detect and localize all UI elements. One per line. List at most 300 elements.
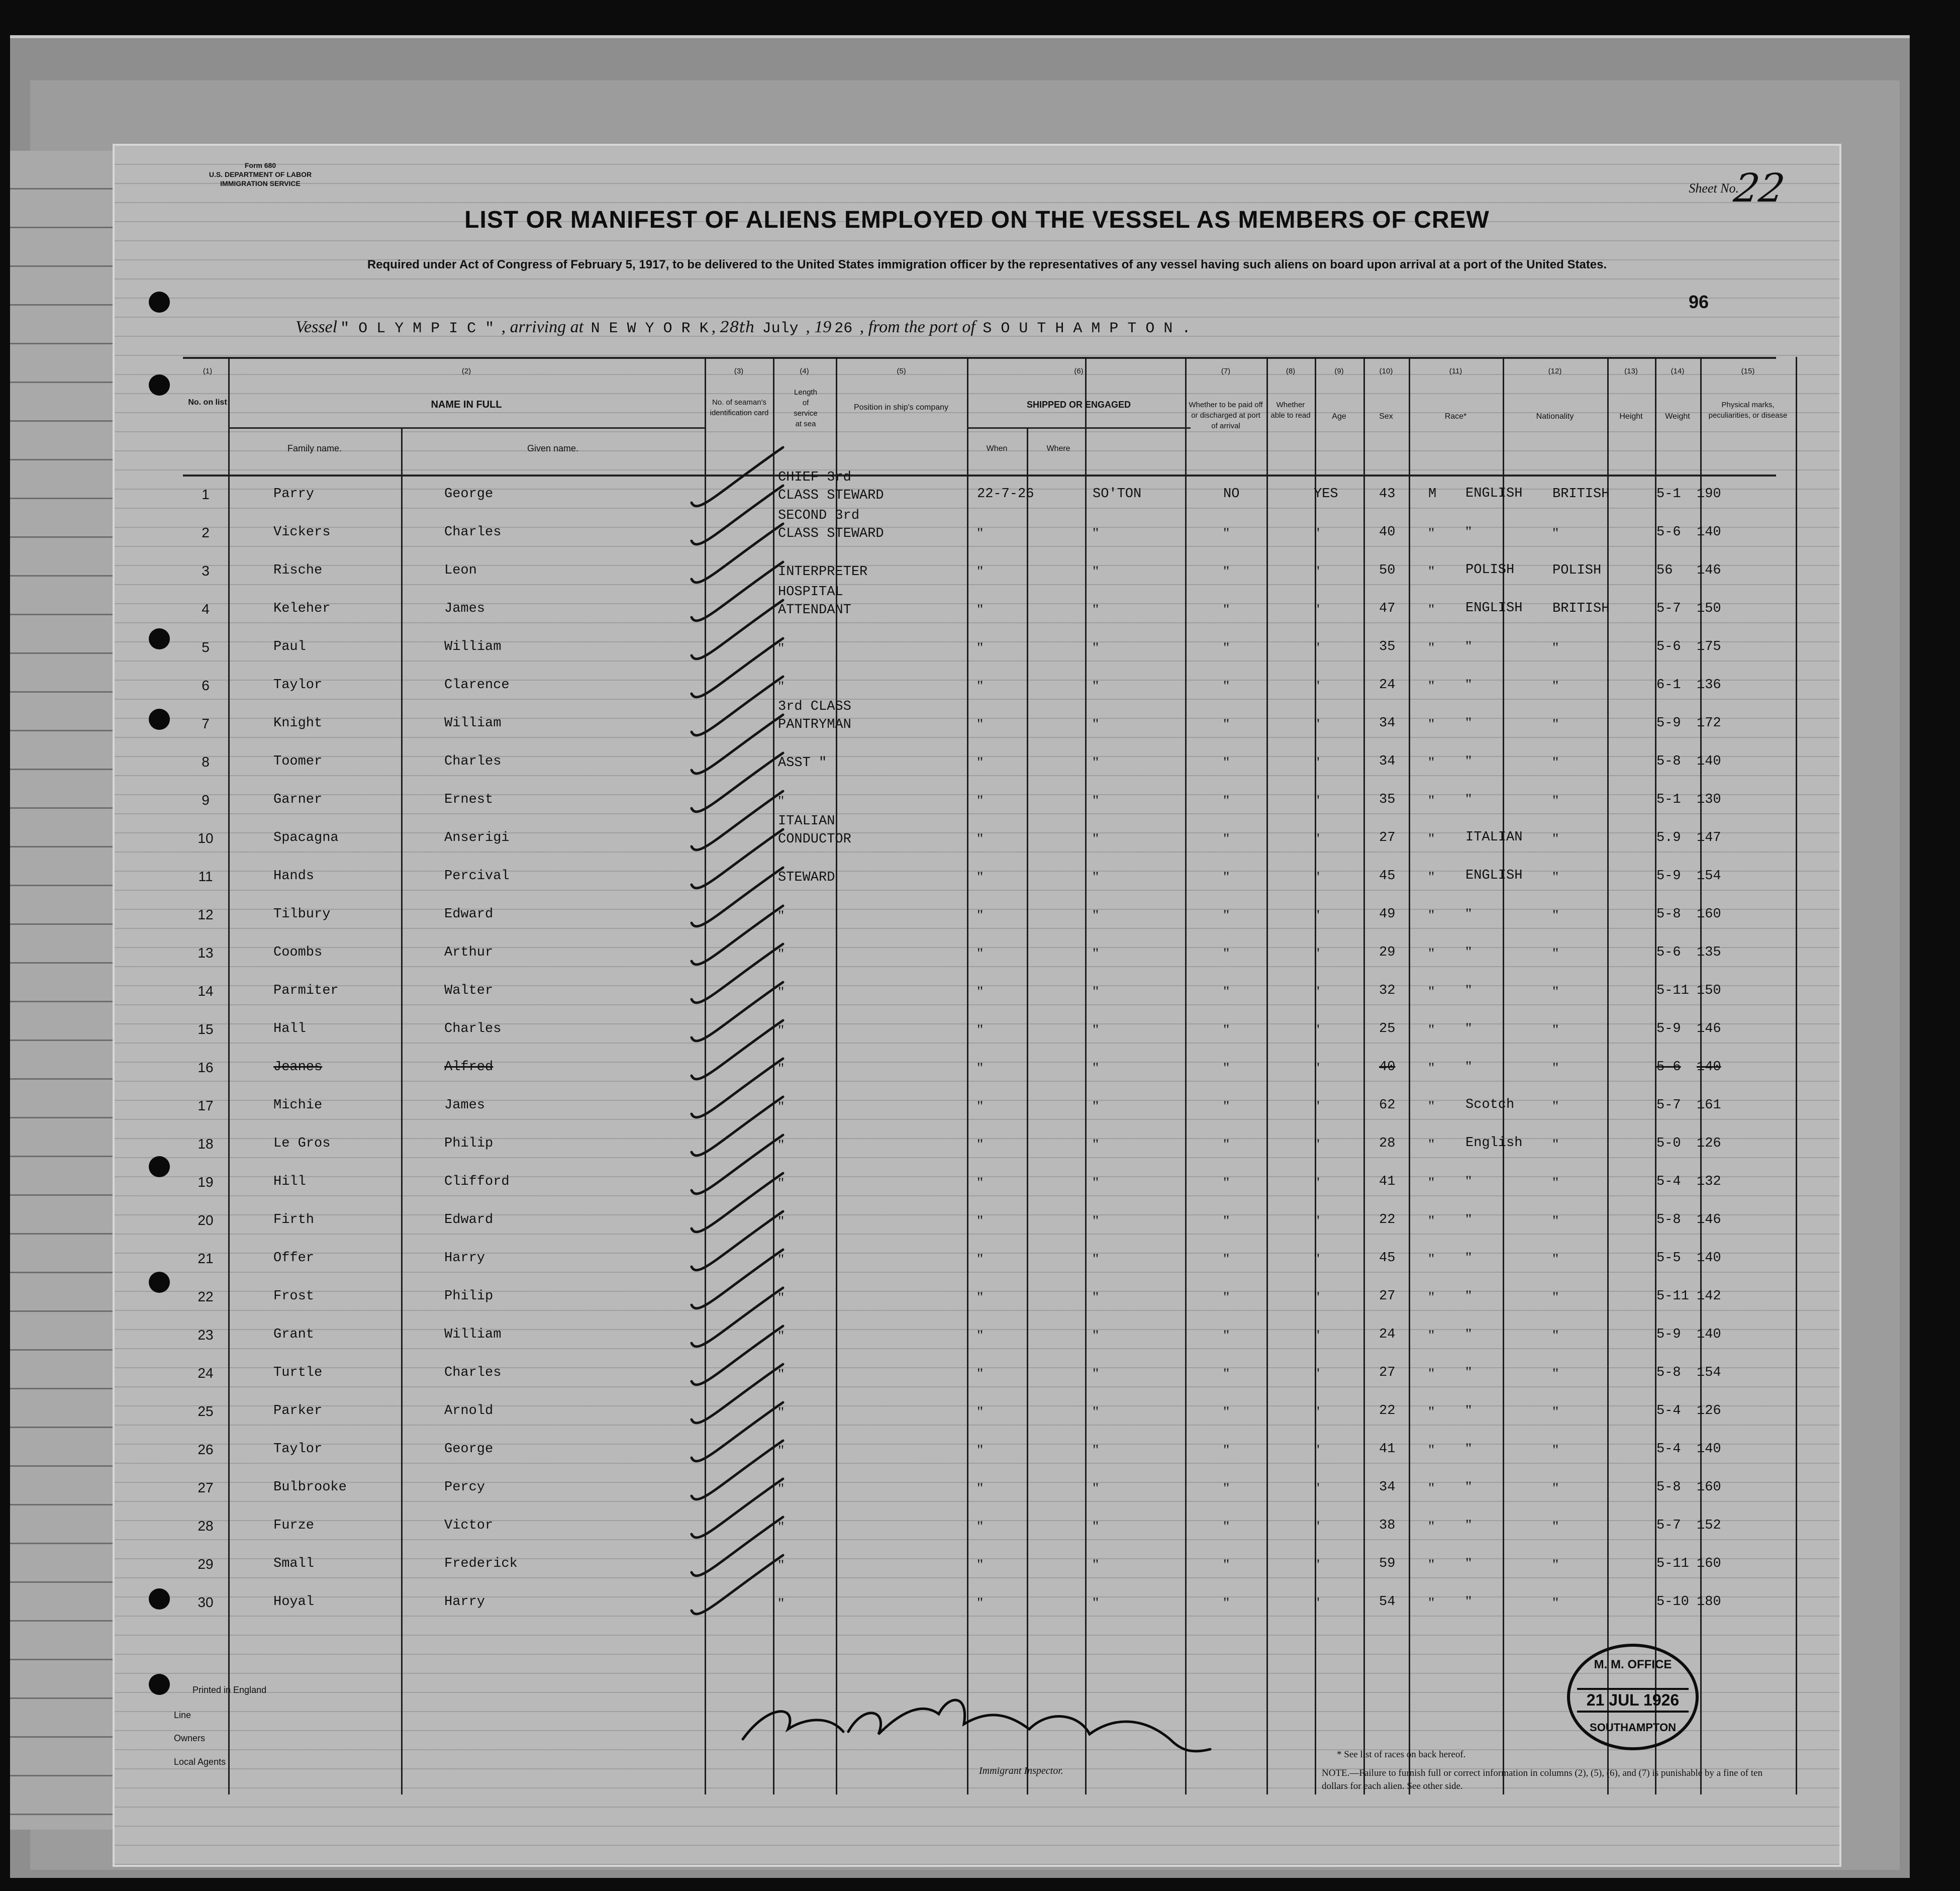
arrival-year: 26 <box>834 320 853 337</box>
family-name-cell: Parmiter <box>273 983 339 998</box>
row-number-cell: 30 <box>198 1594 214 1610</box>
row-number-cell: 10 <box>198 830 214 846</box>
column-header-given-name: Given name. <box>527 443 579 453</box>
race-cell: " <box>1465 638 1472 654</box>
shipped-when-cell: " <box>977 1174 984 1191</box>
weight-cell: 190 <box>1697 487 1721 502</box>
position-cell: " <box>778 907 785 924</box>
given-name-cell: Anserigi <box>444 830 510 845</box>
sex-cell: " <box>1428 563 1435 580</box>
weight-cell: 140 <box>1697 1442 1721 1457</box>
position-cell: " <box>778 945 785 962</box>
shipped-where-cell: " <box>1093 945 1099 962</box>
nationality-cell: " <box>1552 678 1559 694</box>
column-number: (13) <box>1624 367 1638 375</box>
punch-hole <box>149 709 170 730</box>
position-cell: " <box>778 1213 785 1230</box>
position-cell: ITALIAN CONDUCTOR <box>778 814 851 847</box>
shipped-when-cell: " <box>977 1060 984 1076</box>
shipped-when-cell: " <box>977 1518 984 1535</box>
office-date-stamp <box>1567 1644 1699 1750</box>
given-name-cell: Percy <box>444 1480 485 1495</box>
sex-cell: M <box>1428 487 1437 502</box>
column-header-age: Age <box>1332 412 1346 421</box>
manifest-sheet <box>115 146 1839 1865</box>
shipped-where-cell: " <box>1093 1136 1099 1153</box>
shipped-when-cell: " <box>977 1098 984 1114</box>
sex-cell: " <box>1428 1403 1435 1420</box>
shipped-subheader-rule <box>967 427 1191 429</box>
weight-cell: 152 <box>1697 1518 1721 1533</box>
table-row <box>183 554 1776 592</box>
column-number: (14) <box>1671 367 1685 375</box>
vessel-label: Vessel <box>296 318 338 336</box>
family-name-cell: Furze <box>273 1518 315 1533</box>
paid-off-cell: " <box>1223 716 1230 732</box>
table-row <box>183 936 1776 974</box>
given-name-cell: Ernest <box>444 792 494 807</box>
punch-hole <box>149 1674 170 1695</box>
age-cell: 50 <box>1379 563 1396 578</box>
position-cell: INTERPRETER <box>778 564 868 580</box>
stamp-location: SOUTHAMPTON <box>1590 1721 1676 1734</box>
able-to-read-cell: " <box>1314 1060 1320 1076</box>
table-row <box>183 699 1776 745</box>
race-cell: ITALIAN <box>1465 830 1523 845</box>
age-cell: 40 <box>1379 1060 1396 1075</box>
table-row <box>183 1165 1776 1203</box>
page-subtitle: Required under Act of Congress of February 5, 1917, to be delivered to the United States immigration officer by the representatives of any vessel having such aliens on board upon arrival at a port of the United States. <box>367 258 1607 271</box>
family-name-cell: Knight <box>273 716 323 731</box>
weight-cell: 147 <box>1697 830 1721 845</box>
age-cell: 45 <box>1379 1251 1396 1266</box>
weight-cell: 140 <box>1697 1327 1721 1342</box>
weight-cell: 150 <box>1697 983 1721 998</box>
column-header-position: Position in ship's company <box>853 403 949 412</box>
line-label: Line <box>174 1710 191 1720</box>
row-number-cell: 3 <box>202 563 210 579</box>
column-number: (5) <box>897 367 906 375</box>
given-name-cell: James <box>444 601 485 616</box>
shipped-where-cell: " <box>1093 1174 1099 1191</box>
table-row <box>183 1203 1776 1242</box>
printed-in-label: Printed in England <box>192 1685 267 1695</box>
race-cell: " <box>1465 1326 1472 1342</box>
family-name-cell: Parker <box>273 1403 323 1419</box>
row-number-cell: 16 <box>198 1060 214 1075</box>
table-row <box>183 669 1776 707</box>
row-number-cell: 13 <box>198 945 214 961</box>
position-cell: " <box>778 1595 785 1612</box>
table-row <box>183 814 1776 860</box>
sex-cell: " <box>1428 792 1435 809</box>
column-header-when: When <box>986 444 1008 453</box>
shipped-where-cell: " <box>1093 1327 1099 1344</box>
given-name-cell: Clarence <box>444 678 510 693</box>
able-to-read-cell: " <box>1314 945 1320 962</box>
row-number-cell: 17 <box>198 1098 214 1113</box>
shipped-where-cell: " <box>1093 1289 1099 1305</box>
nationality-cell: " <box>1552 1365 1559 1382</box>
sex-cell: " <box>1428 1289 1435 1305</box>
able-to-read-cell: " <box>1314 830 1320 847</box>
paid-off-cell: " <box>1223 1021 1230 1038</box>
row-number-cell: 15 <box>198 1021 214 1037</box>
table-row <box>183 1509 1776 1547</box>
punch-hole <box>149 292 170 313</box>
weight-cell: 126 <box>1697 1136 1721 1151</box>
sex-cell: " <box>1428 716 1435 732</box>
position-cell: SECOND 3rd CLASS STEWARD <box>778 508 884 541</box>
family-name-cell: Taylor <box>273 678 323 693</box>
weight-cell: 175 <box>1697 639 1721 654</box>
nationality-cell: " <box>1552 869 1559 885</box>
given-name-cell: James <box>444 1098 485 1113</box>
position-cell: " <box>778 1137 785 1153</box>
row-number-cell: 25 <box>198 1403 214 1419</box>
given-name-cell: Walter <box>444 983 494 998</box>
position-cell: " <box>778 1289 785 1306</box>
age-cell: 45 <box>1379 869 1396 884</box>
race-cell: " <box>1465 1058 1472 1075</box>
height-cell: 5-7 <box>1656 1098 1681 1113</box>
sex-cell: " <box>1428 1174 1435 1191</box>
age-cell: 27 <box>1379 1289 1396 1304</box>
table-row <box>183 1585 1776 1624</box>
age-cell: 47 <box>1379 601 1396 616</box>
shipped-where-cell: " <box>1093 1518 1099 1535</box>
table-row <box>183 1242 1776 1280</box>
paid-off-cell: " <box>1223 525 1230 541</box>
able-to-read-cell: " <box>1314 639 1320 656</box>
family-name-cell: Hands <box>273 869 315 884</box>
family-name-cell: Offer <box>273 1251 315 1266</box>
column-number: (7) <box>1221 367 1231 375</box>
nationality-cell: " <box>1552 1556 1559 1573</box>
able-to-read-cell: " <box>1314 1365 1320 1382</box>
paid-off-cell: " <box>1223 1480 1230 1496</box>
table-row <box>183 860 1776 898</box>
height-cell: 5-11 <box>1656 983 1689 998</box>
race-cell: " <box>1465 1593 1472 1610</box>
height-cell: 5-11 <box>1656 1556 1689 1571</box>
age-cell: 34 <box>1379 754 1396 769</box>
shipped-where-cell: " <box>1093 830 1099 847</box>
paid-off-cell: " <box>1223 754 1230 771</box>
column-header-no: No. on list <box>188 398 227 407</box>
sex-cell: " <box>1428 639 1435 656</box>
column-number: (11) <box>1449 367 1462 375</box>
owners-label: Owners <box>174 1733 206 1743</box>
age-cell: 22 <box>1379 1212 1396 1227</box>
column-number: (8) <box>1286 367 1296 375</box>
shipped-where-cell: " <box>1093 1594 1099 1611</box>
position-cell: " <box>778 793 785 809</box>
height-cell: 5-8 <box>1656 754 1681 769</box>
able-to-read-cell: " <box>1314 1174 1320 1191</box>
able-to-read-cell: " <box>1314 525 1320 541</box>
shipped-when-cell: 22-7-26 <box>977 487 1034 502</box>
column-header-race: Race* <box>1444 412 1467 421</box>
given-name-cell: William <box>444 639 502 654</box>
shipped-when-cell: " <box>977 830 984 847</box>
race-footnote: * See list of races on back hereof. <box>1337 1749 1466 1760</box>
sex-cell: " <box>1428 1021 1435 1038</box>
race-cell: " <box>1465 1249 1472 1266</box>
family-name-cell: Firth <box>273 1212 315 1227</box>
age-cell: 59 <box>1379 1556 1396 1571</box>
height-cell: 5-4 <box>1656 1442 1681 1457</box>
punch-hole <box>149 1272 170 1293</box>
able-to-read-cell: " <box>1314 907 1320 923</box>
race-cell: " <box>1465 676 1472 693</box>
paid-off-cell: " <box>1223 1251 1230 1267</box>
paid-off-cell: " <box>1223 639 1230 656</box>
given-name-cell: Frederick <box>444 1556 518 1571</box>
position-cell: " <box>778 1366 785 1382</box>
nationality-cell: " <box>1552 1480 1559 1496</box>
height-cell: 5-6 <box>1656 639 1681 654</box>
table-row <box>183 898 1776 936</box>
given-name-cell: Harry <box>444 1251 485 1266</box>
family-name-cell: Keleher <box>273 601 331 616</box>
row-number-cell: 14 <box>198 983 214 999</box>
paid-off-cell: " <box>1223 1136 1230 1153</box>
able-to-read-cell: " <box>1314 1098 1320 1114</box>
nationality-cell: " <box>1552 830 1559 847</box>
given-name-cell: Arthur <box>444 945 494 960</box>
race-cell: " <box>1465 982 1472 998</box>
table-row <box>183 974 1776 1012</box>
row-number-cell: 1 <box>202 487 210 502</box>
age-cell: 35 <box>1379 792 1396 807</box>
nationality-cell: " <box>1552 1442 1559 1458</box>
given-name-cell: Charles <box>444 525 502 540</box>
sex-cell: " <box>1428 945 1435 962</box>
weight-cell: 154 <box>1697 869 1721 884</box>
age-cell: 34 <box>1379 1480 1396 1495</box>
given-name-cell: William <box>444 1327 502 1342</box>
family-name-cell: Parry <box>273 487 315 502</box>
given-name-cell: Philip <box>444 1289 494 1304</box>
shipped-where-cell: " <box>1093 907 1099 923</box>
table-row <box>183 470 1776 516</box>
family-name-cell: Turtle <box>273 1365 323 1380</box>
table-row <box>183 1280 1776 1318</box>
family-name-cell: Small <box>273 1556 315 1571</box>
race-cell: " <box>1465 1211 1472 1227</box>
local-agents-label: Local Agents <box>174 1757 226 1767</box>
column-number: (6) <box>1074 367 1084 375</box>
column-header-name: NAME IN FULL <box>431 399 502 410</box>
given-name-cell: George <box>444 1442 494 1457</box>
sex-cell: " <box>1428 983 1435 1000</box>
nationality-cell: " <box>1552 1212 1559 1229</box>
shipped-when-cell: " <box>977 945 984 962</box>
height-cell: 5-4 <box>1656 1403 1681 1419</box>
shipped-when-cell: " <box>977 1365 984 1382</box>
service-name: IMMIGRATION SERVICE <box>220 179 301 187</box>
able-to-read-cell: YES <box>1314 487 1338 502</box>
nationality-cell: " <box>1552 525 1559 541</box>
given-name-cell: Arnold <box>444 1403 494 1419</box>
given-name-cell: Percival <box>444 869 510 884</box>
position-cell: " <box>778 1060 785 1077</box>
race-cell: English <box>1465 1136 1523 1151</box>
family-name-cell: Hill <box>273 1174 306 1189</box>
weight-cell: 140 <box>1697 754 1721 769</box>
form-number: Form 680 <box>244 161 276 169</box>
column-header-paid-off: Whether to be paid off or discharged at port of arrival <box>1189 401 1263 430</box>
height-cell: 5-9 <box>1656 716 1681 731</box>
column-header-read: Whether able to read <box>1270 401 1311 420</box>
shipped-where-cell: " <box>1093 1556 1099 1573</box>
age-cell: 24 <box>1379 678 1396 693</box>
height-cell: 5-7 <box>1656 1518 1681 1533</box>
age-cell: 25 <box>1379 1021 1396 1036</box>
position-cell: 3rd CLASS PANTRYMAN <box>778 699 851 732</box>
able-to-read-cell: " <box>1314 1289 1320 1305</box>
race-cell: " <box>1465 1555 1472 1571</box>
column-number: (9) <box>1334 367 1344 375</box>
penalty-note: NOTE.—Failure to furnish full or correct information in columns (2), (5), (6), and (7) is punishable by a fine of ten dollars for each alien. See other side. <box>1322 1768 1762 1791</box>
row-number-cell: 12 <box>198 907 214 922</box>
shipped-when-cell: " <box>977 716 984 732</box>
paid-off-cell: " <box>1223 1556 1230 1573</box>
race-cell: " <box>1465 1173 1472 1189</box>
column-header-service-length: Length of service at sea <box>794 388 818 428</box>
sex-cell: " <box>1428 907 1435 923</box>
height-cell: 5-9 <box>1656 869 1681 884</box>
weight-cell: 126 <box>1697 1403 1721 1419</box>
given-name-cell: Charles <box>444 1365 502 1380</box>
race-cell: ENGLISH <box>1465 486 1523 501</box>
shipped-where-cell: " <box>1093 601 1099 618</box>
nationality-cell: " <box>1552 716 1559 732</box>
page-number: 96 <box>1688 292 1709 312</box>
column-header-height: Height <box>1619 412 1643 421</box>
family-name-cell: Toomer <box>273 754 323 769</box>
shipped-when-cell: " <box>977 1327 984 1344</box>
given-name-cell: Leon <box>444 563 477 578</box>
shipped-where-cell: SO'TON <box>1093 487 1142 502</box>
family-name-cell: Garner <box>273 792 323 807</box>
family-name-cell: Paul <box>273 639 306 654</box>
able-to-read-cell: " <box>1314 1403 1320 1420</box>
underlying-page-edge <box>10 151 116 1830</box>
given-name-cell: Charles <box>444 1021 502 1036</box>
arrival-month: July <box>762 320 799 337</box>
paid-off-cell: " <box>1223 1365 1230 1382</box>
paid-off-cell: " <box>1223 1403 1230 1420</box>
paid-off-cell: " <box>1223 1212 1230 1229</box>
arrival-port: N E W Y O R K <box>591 320 709 337</box>
column-header-weight: Weight <box>1665 412 1690 421</box>
given-name-cell: William <box>444 716 502 731</box>
table-row <box>183 783 1776 821</box>
nationality-cell: " <box>1552 1174 1559 1191</box>
shipped-where-cell: " <box>1093 1251 1099 1267</box>
weight-cell: 146 <box>1697 1212 1721 1227</box>
age-cell: 38 <box>1379 1518 1396 1533</box>
paid-off-cell: " <box>1223 1327 1230 1344</box>
height-cell: 5-6 <box>1656 945 1681 960</box>
race-cell: " <box>1465 1287 1472 1304</box>
nationality-cell: " <box>1552 754 1559 771</box>
shipped-when-cell: " <box>977 525 984 541</box>
height-cell: 5-5 <box>1656 1251 1681 1266</box>
nationality-cell: " <box>1552 1403 1559 1420</box>
shipped-where-cell: " <box>1093 1098 1099 1114</box>
table-row <box>183 1318 1776 1356</box>
family-name-cell: Jeanes <box>273 1060 323 1075</box>
year-prefix: , 19 <box>806 318 832 336</box>
able-to-read-cell: " <box>1314 1327 1320 1344</box>
nationality-cell: " <box>1552 1021 1559 1038</box>
punch-hole <box>149 374 170 396</box>
age-cell: 24 <box>1379 1327 1396 1342</box>
row-number-cell: 20 <box>198 1212 214 1228</box>
age-cell: 41 <box>1379 1174 1396 1189</box>
able-to-read-cell: " <box>1314 563 1320 580</box>
punch-hole <box>149 1156 170 1177</box>
sex-cell: " <box>1428 1480 1435 1496</box>
able-to-read-cell: " <box>1314 601 1320 618</box>
paid-off-cell: " <box>1223 1289 1230 1305</box>
sex-cell: " <box>1428 1098 1435 1114</box>
height-cell: 5-6 <box>1656 1060 1681 1075</box>
form-identifier <box>170 161 351 188</box>
paid-off-cell: " <box>1223 1098 1230 1114</box>
weight-cell: 142 <box>1697 1289 1721 1304</box>
weight-cell: 160 <box>1697 907 1721 922</box>
column-header-shipped: SHIPPED OR ENGAGED <box>1026 400 1131 410</box>
given-name-cell: Victor <box>444 1518 494 1533</box>
shipped-where-cell: " <box>1093 1212 1099 1229</box>
table-row <box>183 1127 1776 1165</box>
paid-off-cell: " <box>1223 1518 1230 1535</box>
race-cell: " <box>1465 1364 1472 1380</box>
position-cell: CHIEF 3rd CLASS STEWARD <box>778 470 884 503</box>
nationality-cell: " <box>1552 907 1559 923</box>
table-row <box>183 1471 1776 1509</box>
shipped-when-cell: " <box>977 983 984 1000</box>
nationality-cell: " <box>1552 1060 1559 1076</box>
height-cell: 5.9 <box>1656 830 1681 845</box>
column-header-family-name: Family name. <box>287 443 342 453</box>
position-cell: " <box>778 1404 785 1421</box>
nationality-cell: " <box>1552 1327 1559 1344</box>
paid-off-cell: " <box>1223 983 1230 1000</box>
height-cell: 5-9 <box>1656 1021 1681 1036</box>
punch-hole <box>149 628 170 649</box>
family-name-cell: Tilbury <box>273 907 331 922</box>
able-to-read-cell: " <box>1314 792 1320 809</box>
sex-cell: " <box>1428 830 1435 847</box>
arriving-label: , arriving at <box>501 318 584 336</box>
shipped-where-cell: " <box>1093 525 1099 541</box>
column-number: (1) <box>203 367 213 375</box>
department-name: U.S. DEPARTMENT OF LABOR <box>209 170 312 178</box>
height-cell: 5-6 <box>1656 525 1681 540</box>
age-cell: 29 <box>1379 945 1396 960</box>
shipped-when-cell: " <box>977 1136 984 1153</box>
table-row <box>183 630 1776 669</box>
inspector-label: Immigrant Inspector. <box>979 1765 1063 1776</box>
age-cell: 32 <box>1379 983 1396 998</box>
column-header-marks: Physical marks, peculiarities, or disease <box>1708 401 1788 420</box>
weight-cell: 172 <box>1697 716 1721 731</box>
